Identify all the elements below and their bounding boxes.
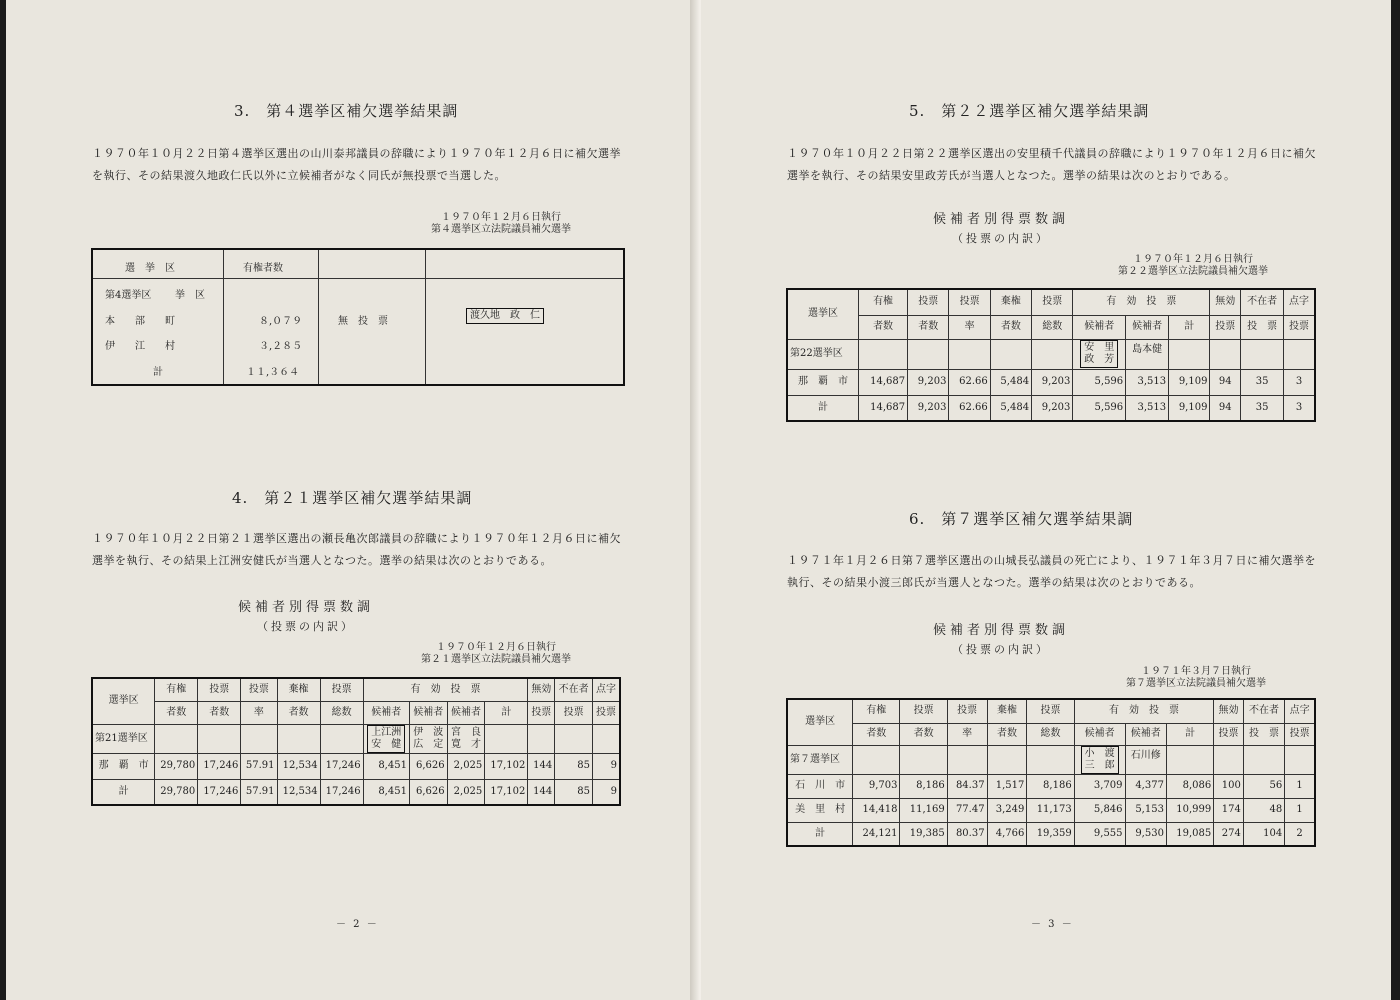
h-rate-2: 率 [241,701,277,724]
cand-2-l1: 島本健 [1132,343,1163,355]
row-name-1: 本 部 町 [105,316,175,327]
cell-voters: 29,780 [155,779,198,805]
cell-invalid: 144 [528,779,555,805]
h-turnout: 投票 [908,289,949,315]
row-name: 美 里 村 [787,798,853,822]
cell-abst: 5,484 [990,395,1031,421]
row-name: 那 覇 市 [787,369,859,395]
cand-2-l1: 石川修 [1130,749,1161,761]
section6-heading: 6. 第７選挙区補欠選挙結果調 [909,510,1134,528]
h-invalid: 無効 [1214,699,1244,723]
cell-voters: 24,121 [853,822,900,846]
section3-exec-note [406,212,596,236]
cell-c2: 6,626 [409,779,447,805]
h-valid: 有 効 投 票 [1073,289,1210,315]
h-cand-3: 候補者 [447,701,485,724]
section6-exec-note [1101,666,1291,690]
section6-subtitle: 候補者別得票数調 [932,623,1069,638]
table-row [787,395,1315,421]
exec-line-2: 第２１選挙区立法院議員補欠選挙 [421,654,571,665]
row-name-total: 計 [153,367,163,378]
cell-turnout: 19,385 [900,822,947,846]
cell-c2: 9,530 [1125,822,1166,846]
cell-sum: 10,999 [1166,798,1213,822]
district-head-sub: 挙 区 [175,290,205,301]
h-total: 投票 [320,678,363,701]
cell-braille: 3 [1284,369,1315,395]
cell-rate: 57.91 [241,779,277,805]
cand-1-l2: 安 健 [371,738,402,750]
cell-voters: 29,780 [155,753,198,779]
row-value-total: １１,３６４ [246,367,300,378]
cell-c1: 5,596 [1073,395,1126,421]
table-row [787,369,1315,395]
h-turnout-2: 者数 [908,315,949,339]
h-voters-2: 者数 [853,723,900,745]
cand-1-l2: 三 郎 [1084,759,1115,771]
table-row [787,774,1315,798]
h-invalid-2: 投票 [528,701,555,724]
cell-turnout: 17,246 [198,753,241,779]
h-abst-2: 者数 [987,723,1027,745]
cand-3-l2: 寛 才 [450,738,481,750]
district-head: 第4選挙区 [105,290,152,301]
cell-abst: 12,534 [277,779,320,805]
cell-voters: 14,687 [859,395,908,421]
district-label: 第21選挙区 [92,724,155,753]
h-absentee-2: 投 票 [1241,315,1284,339]
cell-c1: 3,709 [1074,774,1125,798]
winner-name: 渡久地 政 仁 [466,308,544,324]
h-total: 投票 [1032,289,1073,315]
table-row [787,798,1315,822]
h-abst: 棄権 [990,289,1031,315]
cell-turnout: 17,246 [198,779,241,805]
exec-line-2: 第７選挙区立法院議員補欠選挙 [1126,678,1266,689]
h-absentee-2: 投 票 [1243,723,1284,745]
h-cand-1: 候補者 [1074,723,1125,745]
section5-table [786,288,1316,422]
cell-invalid: 274 [1214,822,1244,846]
cell-total: 9,203 [1032,369,1073,395]
exec-line-1: １９７０年１２月６日執行 [441,212,561,223]
h-rate: 投票 [949,289,990,315]
cell-voters: 14,687 [859,369,908,395]
cell-absentee: 48 [1243,798,1284,822]
cell-c1: 9,555 [1074,822,1125,846]
cell-rate: 62.66 [949,369,990,395]
h-district: 選挙区 [787,699,853,745]
cand-2-l1: 伊 波 [413,726,444,738]
h-rate-2: 率 [947,723,987,745]
cell-total: 19,359 [1027,822,1074,846]
cell-rate: 62.66 [949,395,990,421]
cell-c1: 8,451 [363,753,409,779]
section3-table [91,248,625,386]
cell-braille: 1 [1285,798,1315,822]
cand-1-l1: 安 里 [1084,342,1115,353]
cell-c1: 5,596 [1073,369,1126,395]
section4-paragraph: １９７０年１０月２２日第２１選挙区選出の瀬長亀次郎議員の辞職により１９７０年１２月６日に補欠選挙を執行、その結果上江洲安健氏が当選人となつた。選挙の結果は次のとおりである。 [92,532,621,567]
cell-sum: 17,102 [485,779,528,805]
h-braille: 点字 [1285,699,1315,723]
h-turnout: 投票 [900,699,947,723]
h-district: 選挙区 [787,289,859,339]
exec-line-2: 第４選挙区立法院議員補欠選挙 [431,224,571,235]
cell-turnout: 11,169 [900,798,947,822]
row-name-2: 伊 江 村 [105,341,175,352]
h-invalid-2: 投票 [1214,723,1244,745]
h-braille: 点字 [592,678,620,701]
h-turnout-2: 者数 [900,723,947,745]
exec-line-2: 第２２選挙区立法院議員補欠選挙 [1118,266,1268,277]
h-cand-1: 候補者 [1073,315,1126,339]
h-invalid: 無効 [1210,289,1241,315]
cell-voters: 9,703 [853,774,900,798]
cell-c2: 4,377 [1125,774,1166,798]
cell-c3: 2,025 [447,779,485,805]
h-rate: 投票 [241,678,277,701]
page-number: － 3 － [1031,919,1074,930]
h-valid: 有 効 投 票 [1074,699,1214,723]
h-cand-1: 候補者 [363,701,409,724]
cell-invalid: 174 [1214,798,1244,822]
cell-braille: 9 [592,779,620,805]
cell-invalid: 94 [1210,369,1241,395]
cell-total: 17,246 [320,753,363,779]
winner-box [1080,340,1118,368]
winner-box [1081,746,1119,774]
cell-sum: 8,086 [1166,774,1213,798]
h-district: 選挙区 [92,678,155,724]
cell-rate: 57.91 [241,753,277,779]
section5-subtitle: 候補者別得票数調 [932,212,1069,227]
h-total-2: 総数 [1027,723,1074,745]
no-vote-label: 無 投 票 [338,316,388,327]
h-sum: 計 [485,701,528,724]
h-braille-2: 投票 [1285,723,1315,745]
section4-exec-note [396,642,596,666]
row-name: 計 [92,779,155,805]
cell-turnout: 8,186 [900,774,947,798]
district-label: 第７選挙区 [787,745,853,774]
h-cand-2: 候補者 [409,701,447,724]
h-cand-2: 候補者 [1126,315,1169,339]
page-number: － 2 － [336,919,379,930]
exec-line-1: １９７１年３月７日執行 [1141,666,1251,677]
exec-line-1: １９７０年１２月６日執行 [436,642,556,653]
cell-rate: 80.37 [947,822,987,846]
candidate-row [787,745,1315,774]
cand-1-l1: 上江洲 [371,726,402,738]
section6-table [786,698,1316,847]
h-turnout-2: 者数 [198,701,241,724]
cell-braille: 1 [1285,774,1315,798]
h-cand-2: 候補者 [1125,723,1166,745]
cell-c1: 8,451 [363,779,409,805]
cell-abst: 4,766 [987,822,1027,846]
h-sum: 計 [1169,315,1210,339]
h-turnout: 投票 [198,678,241,701]
table-row [92,753,620,779]
left-page [6,0,696,1000]
cell-turnout: 9,203 [908,395,949,421]
cell-braille: 2 [1285,822,1315,846]
row-name: 那 覇 市 [92,753,155,779]
h-total-2: 総数 [1032,315,1073,339]
cand-3-l1: 宮 良 [450,726,481,738]
h-sum: 計 [1166,723,1213,745]
h-invalid: 無効 [528,678,555,701]
cell-total: 17,246 [320,779,363,805]
cell-absentee: 104 [1243,822,1284,846]
h-total: 投票 [1027,699,1074,723]
h-voters: 有権 [859,289,908,315]
h-voters-2: 者数 [155,701,198,724]
cell-total: 9,203 [1032,395,1073,421]
cell-abst: 12,534 [277,753,320,779]
section5-exec-note [1093,254,1293,278]
row-name: 石 川 市 [787,774,853,798]
cell-c2: 6,626 [409,753,447,779]
h-abst: 棄権 [277,678,320,701]
section3-heading: 3. 第４選挙区補欠選挙結果調 [234,102,459,120]
section6-subtitle2: （投票の内訳） [952,643,1050,656]
cell-absentee: 35 [1241,369,1284,395]
cand-2-l2: 広 定 [413,738,444,750]
h-absentee: 不在者 [1241,289,1284,315]
cell-invalid: 144 [528,753,555,779]
cell-braille: 9 [592,753,620,779]
h-voters: 有権 [853,699,900,723]
cell-c3: 2,025 [447,753,485,779]
h-braille: 点字 [1284,289,1315,315]
row-value-2: ３,２８５ [259,341,303,352]
exec-line-1: １９７０年１２月６日執行 [1133,254,1253,265]
cell-rate: 84.37 [947,774,987,798]
section4-table [91,677,621,806]
h-valid: 有 効 投 票 [363,678,528,701]
section5-subtitle2: （投票の内訳） [952,232,1050,245]
row-name: 計 [787,395,859,421]
right-page [701,0,1391,1000]
h-rate: 投票 [947,699,987,723]
cell-absentee: 56 [1243,774,1284,798]
winner-box [367,725,405,753]
cell-sum: 9,109 [1169,369,1210,395]
row-name: 計 [787,822,853,846]
h-absentee: 不在者 [1243,699,1284,723]
cell-total: 8,186 [1027,774,1074,798]
h-total-2: 総数 [320,701,363,724]
cell-invalid: 100 [1214,774,1244,798]
cell-absentee: 35 [1241,395,1284,421]
cell-braille: 3 [1284,395,1315,421]
cand-1-l2: 政 芳 [1084,354,1115,365]
cell-invalid: 94 [1210,395,1241,421]
h-voters-2: 者数 [859,315,908,339]
table-row [92,779,620,805]
cell-sum: 17,102 [485,753,528,779]
cell-rate: 77.47 [947,798,987,822]
h-absentee: 不在者 [555,678,593,701]
cell-absentee: 85 [555,779,593,805]
candidate-row [787,339,1315,369]
cell-c2: 5,153 [1125,798,1166,822]
cell-sum: 19,085 [1166,822,1213,846]
cell-total: 11,173 [1027,798,1074,822]
cell-abst: 1,517 [987,774,1027,798]
col-voters: 有権者数 [243,263,283,274]
section5-paragraph: １９７０年１０月２２日第２２選挙区選出の安里積千代議員の辞職により１９７０年１２月６日に補欠選挙を執行、その結果安里政芳氏が当選人となつた。選挙の結果は次のとおりである。 [787,147,1316,182]
cand-1-l1: 小 渡 [1084,747,1115,759]
section3-paragraph: １９７０年１０月２２日第４選挙区選出の山川泰邦議員の辞職により１９７０年１２月６日に補欠選挙を執行、その結果渡久地政仁氏以外に立候補者がなく同氏が無投票で当選した。 [92,147,621,182]
cell-voters: 14,418 [853,798,900,822]
cell-abst: 3,249 [987,798,1027,822]
h-abst-2: 者数 [990,315,1031,339]
h-abst-2: 者数 [277,701,320,724]
district-label: 第22選挙区 [787,339,859,369]
cell-sum: 9,109 [1169,395,1210,421]
section6-paragraph: １９７１年１月２６日第７選挙区選出の山城長弘議員の死亡により、１９７１年３月７日に補欠選挙を執行、その結果小渡三郎氏が当選人となつた。選挙の結果は次のとおりである。 [787,554,1316,589]
cell-abst: 5,484 [990,369,1031,395]
h-braille-2: 投票 [1284,315,1315,339]
section4-heading: 4. 第２１選挙区補欠選挙結果調 [232,489,473,507]
h-rate-2: 率 [949,315,990,339]
cell-turnout: 9,203 [908,369,949,395]
cell-c2: 3,513 [1126,395,1169,421]
cell-c1: 5,846 [1074,798,1125,822]
candidate-row [92,724,620,753]
h-invalid-2: 投票 [1210,315,1241,339]
h-voters: 有権 [155,678,198,701]
h-absentee-2: 投票 [555,701,593,724]
col-district: 選 挙 区 [125,263,175,274]
h-abst: 棄権 [987,699,1027,723]
cell-c2: 3,513 [1126,369,1169,395]
h-braille-2: 投票 [592,701,620,724]
section4-subtitle2: （投票の内訳） [257,620,355,633]
row-value-1: ８,０７９ [259,316,303,327]
section5-heading: 5. 第２２選挙区補欠選挙結果調 [909,102,1150,120]
table-row [787,822,1315,846]
section4-subtitle: 候補者別得票数調 [237,600,374,615]
cell-absentee: 85 [555,753,593,779]
